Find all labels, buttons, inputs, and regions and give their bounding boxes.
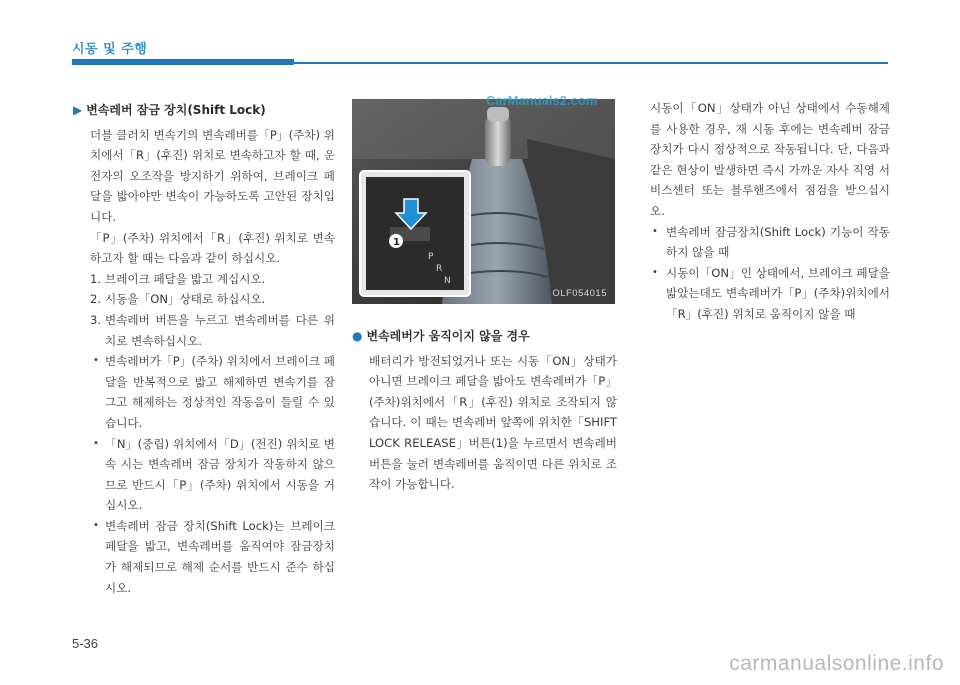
bullet-item (73, 434, 335, 516)
section-title: 시동 및 주행 (72, 42, 148, 57)
lever-stuck-body: 배터리가 방전되었거나 또는 시동「ON」상태가 아니면 브레이크 페달을 밟아도 변속레버가「P」(주차)위치에서「R」(후진) 위치로 조작되지 않습니다. 이 때는 변속레버 앞쪽에 위치한「SHIFT LOCK RELEASE」버튼(1)을 누르면서 변속레버 버튼을 눌러 변속레버를 움직이면 다른 위치로 조작이 가능합니다. (369, 353, 617, 492)
step-item (73, 269, 335, 290)
gear-letter-n: N (444, 276, 451, 286)
page-number: 5-36 (72, 636, 99, 651)
bullet-item (650, 222, 890, 263)
header-rule-thick (72, 59, 294, 65)
left-column (73, 100, 335, 598)
step-number: 1. (90, 271, 102, 286)
gear-letter-r: R (436, 264, 443, 274)
bullet-dot-icon: • (93, 437, 99, 449)
step-text: 변속레버 버튼을 누르고 변속레버를 다른 위치로 변속하십시오. (105, 312, 335, 348)
shift-lock-heading (73, 100, 335, 121)
step-number: 2. (90, 292, 102, 307)
bullet-dot-icon: • (652, 225, 658, 237)
bullet-item (73, 516, 335, 598)
shift-lock-intro: 더블 클러치 변속기의 변속레버를「P」(주차) 위치에서「R」(후진) 위치로 변속하고자 할 때, 운전자의 오조작을 방지하기 위하여, 브레이크 페달을 밟아야만 변속이 가능하도록 고안된 장치입니다. (90, 127, 335, 224)
step-item (73, 289, 335, 310)
bullet-text: 변속레버 잠금 장치(Shift Lock)는 브레이크 페달을 밟고, 변속레버를 움직여야 잠금장치가 해제되므로 해제 순서를 반드시 준수 하십시오. (105, 518, 335, 595)
shift-lever-photo (352, 99, 615, 304)
lever-stuck-heading-text: 변속레버가 움직이지 않을 경우 (366, 329, 530, 343)
bullet-item (73, 351, 335, 433)
lever-stuck-heading (352, 326, 617, 347)
bullet-item (650, 263, 890, 325)
middle-column (352, 326, 617, 495)
step-number: 3. (90, 312, 102, 327)
bullet-dot-icon: • (93, 519, 99, 531)
bullet-text: 「N」(중립) 위치에서「D」(전진) 위치로 변속 시는 변속레버 잠금 장치가 작동하지 않으므로 반드시「P」(주차) 위치에서 시동을 거십시오. (105, 436, 335, 513)
step-text: 브레이크 페달을 밟고 계십시오. (105, 271, 266, 286)
header-rule-thin (294, 62, 888, 64)
bullet-dot-icon: • (652, 266, 658, 278)
step-text: 시동을「ON」상태로 하십시오. (105, 292, 266, 307)
bullet-text: 변속레버가「P」(주차) 위치에서 브레이크 페달을 반복적으로 밟고 해제하면 변속기를 잠그고 해제하는 정상적인 작동음이 들릴 수 있습니다. (105, 354, 335, 430)
right-column (650, 98, 890, 325)
step-item (73, 310, 335, 351)
footer-watermark: carmanualsonline.info (729, 652, 944, 675)
gear-letter-p: P (428, 252, 434, 262)
bullet-text: 변속레버 잠금장치(Shift Lock) 기능이 작동하지 않을 때 (666, 224, 890, 260)
manual-release-note: 시동이「ON」상태가 아닌 상태에서 수동해제를 사용한 경우, 재 시동 후에는 변속레버 잠금장치가 다시 정상적으로 작동됩니다. 단, 다음과 같은 현상이 발생하면 즉시 가까운 자사 직영 서비스센터 또는 블루핸즈에서 점검을 받으십시오. (650, 101, 890, 218)
figure-code: OLF054015 (552, 288, 607, 299)
shift-lever-illustration (352, 99, 615, 304)
bullet-circle-icon: ● (352, 329, 363, 343)
shift-lock-heading-text: 변속레버 잠금 장치(Shift Lock) (86, 103, 266, 117)
figure-watermark: CarManuals2.com (486, 93, 598, 108)
shift-lock-procedure-intro: 「P」(주차) 위치에서「R」(후진) 위치로 변속하고자 할 때는 다음과 같이 하십시오. (90, 230, 335, 266)
bullet-text: 시동이「ON」인 상태에서, 브레이크 페달을 밟았는데도 변속레버가「P」(주차)위치에서「R」(후진) 위치로 움직이지 않을 때 (666, 265, 890, 321)
bullet-dot-icon: • (93, 355, 99, 367)
triangle-marker-icon: ▶ (73, 103, 83, 117)
callout-number: 1 (393, 237, 400, 248)
